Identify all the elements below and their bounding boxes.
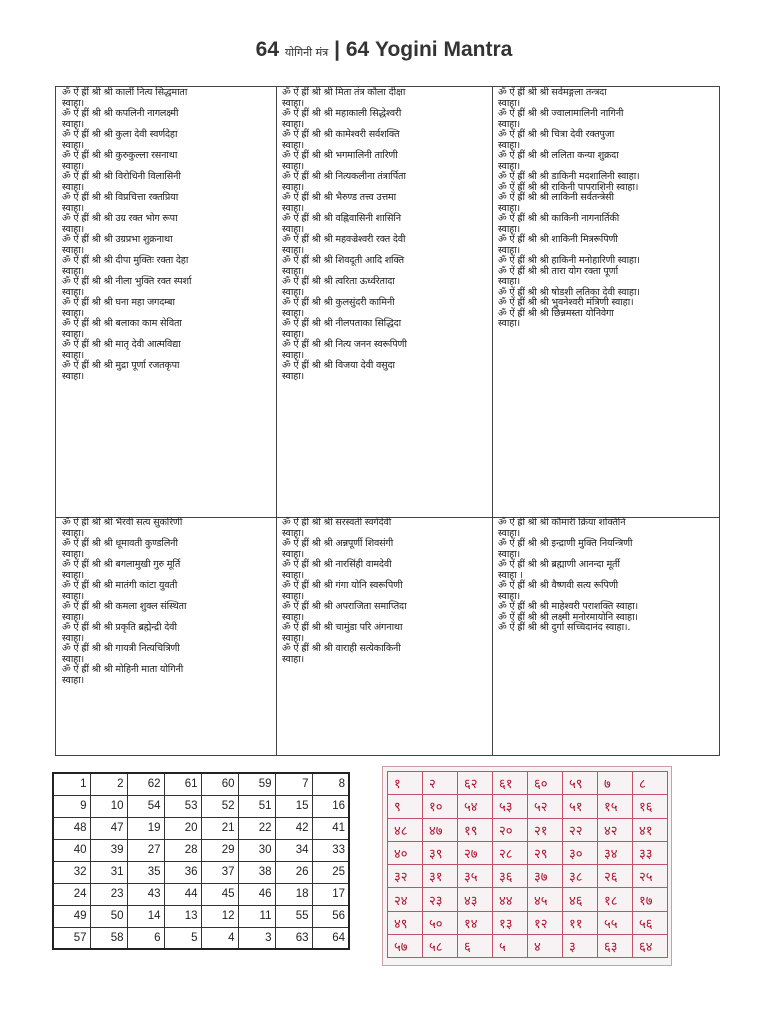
mantra-line: स्वाहा। bbox=[62, 349, 84, 361]
mantra-line: ॐ ऐं ह्रीं श्री श्री छिन्नमस्ता योनिवेगा bbox=[498, 307, 614, 319]
number-cell: 25 bbox=[312, 861, 349, 883]
mantra-cell-top-right bbox=[492, 87, 719, 517]
mantra-line: स्वाहा। bbox=[62, 527, 84, 539]
table-row bbox=[53, 905, 349, 927]
mantra-line: स्वाहा। bbox=[282, 653, 304, 665]
mantra-line: स्वाहा। bbox=[62, 674, 84, 686]
handwritten-number-cell: ३१ bbox=[423, 865, 458, 888]
number-cell: 57 bbox=[53, 927, 90, 949]
mantra-line: ॐ ऐं ह्रीं श्री श्री तारा योग रक्ता पूर्णा bbox=[498, 265, 618, 277]
mantra-line: स्वाहा। bbox=[498, 318, 520, 329]
mantra-line: स्वाहा। bbox=[62, 307, 84, 319]
mantra-line: ॐ ऐं ह्रीं श्री श्री ब्रह्माणी आनन्दा मूर्ती bbox=[498, 559, 620, 570]
mantra-line: ॐ ऐं ह्रीं श्री श्री त्वरिता ऊर्ध्वरेतादा bbox=[282, 276, 395, 287]
mantra-line: स्वाहा। bbox=[282, 202, 304, 214]
table-row bbox=[388, 841, 668, 864]
number-cell: 3 bbox=[238, 927, 275, 949]
mantra-line: स्वाहा। bbox=[282, 349, 304, 361]
handwritten-number-cell: ४८ bbox=[388, 818, 423, 841]
mantra-line: स्वाहा। bbox=[498, 202, 520, 214]
number-cell: 31 bbox=[90, 861, 127, 883]
title-number: 64 bbox=[255, 38, 280, 61]
handwritten-number-cell: ४५ bbox=[528, 888, 563, 911]
mantra-cell-bottom-left bbox=[56, 517, 276, 755]
mantra-line: स्वाहा। bbox=[282, 223, 304, 235]
mantra-line: स्वाहा। bbox=[498, 97, 520, 109]
mantra-line: स्वाहा । bbox=[498, 569, 523, 581]
handwritten-number-cell: ६४ bbox=[633, 935, 668, 958]
handwritten-number-cell: ४२ bbox=[598, 818, 633, 841]
handwritten-number-cell: ५७ bbox=[388, 935, 423, 958]
handwritten-number-cell: १९ bbox=[458, 818, 493, 841]
mantra-line: ॐ ऐं ह्रीं श्री श्री महवज्रेश्वरी रक्त देवी bbox=[282, 234, 406, 245]
handwritten-number-cell: १ bbox=[388, 772, 423, 795]
number-cell: 21 bbox=[201, 817, 238, 839]
mantra-line: ॐ ऐं ह्रीं श्री श्री विप्रचित्ता रक्तप्रिया bbox=[62, 192, 178, 203]
handwritten-number-cell: ५० bbox=[423, 911, 458, 934]
handwritten-number-cell: ३७ bbox=[528, 865, 563, 888]
number-cell: 46 bbox=[238, 883, 275, 905]
number-cell: 63 bbox=[275, 927, 312, 949]
mantra-line: स्वाहा। bbox=[282, 527, 304, 539]
number-cell: 24 bbox=[53, 883, 90, 905]
mantra-line: ॐ ऐं ह्रीं श्री श्री शिवदूती आदि शक्ति bbox=[282, 255, 404, 266]
number-cell: 49 bbox=[53, 905, 90, 927]
number-cell: 47 bbox=[90, 817, 127, 839]
mantra-line: ॐ ऐं ह्रीं श्री श्री नित्यकलीना तंत्रार्पिता bbox=[282, 171, 406, 182]
table-row bbox=[388, 772, 668, 795]
mantra-line: स्वाहा। bbox=[282, 569, 304, 581]
mantra-line: ॐ ऐं ह्रीं श्री श्री अपराजिता समाप्तिदा bbox=[282, 601, 407, 612]
mantra-line: स्वाहा। bbox=[282, 139, 304, 151]
mantra-line: स्वाहा। bbox=[62, 548, 84, 560]
mantra-line: स्वाहा। bbox=[498, 118, 520, 130]
mantra-line: ॐ ऐं ह्रीं श्री श्री वैष्णवी सत्य रूपिणी bbox=[498, 580, 618, 591]
number-cell: 22 bbox=[238, 817, 275, 839]
mantra-line: स्वाहा। bbox=[62, 202, 84, 214]
mantra-grid bbox=[55, 86, 720, 756]
title-english: 64 Yogini Mantra bbox=[345, 38, 513, 61]
mantra-line: ॐ ऐं ह्रीं श्री श्री मातृ देवी आत्मविद्या bbox=[62, 339, 181, 350]
handwritten-number-square bbox=[382, 766, 672, 966]
mantra-line: स्वाहा। bbox=[498, 139, 520, 151]
mantra-line: ॐ ऐं ह्रीं श्री श्री कुरुकुल्ला रसनाथा bbox=[62, 150, 178, 161]
mantra-line: स्वाहा। bbox=[282, 244, 304, 256]
number-cell: 53 bbox=[164, 795, 201, 817]
number-cell: 11 bbox=[238, 905, 275, 927]
mantra-line: स्वाहा। bbox=[62, 181, 84, 193]
number-cell: 7 bbox=[275, 773, 312, 795]
handwritten-number-cell: ४ bbox=[528, 935, 563, 958]
mantra-line: स्वाहा। bbox=[62, 286, 84, 298]
number-cell: 44 bbox=[164, 883, 201, 905]
number-cell: 17 bbox=[312, 883, 349, 905]
mantra-line: ॐ ऐं ह्रीं श्री श्री बलाका काम सेविता bbox=[62, 318, 182, 329]
handwritten-number-cell: ५८ bbox=[423, 935, 458, 958]
handwritten-number-cell: ४६ bbox=[563, 888, 598, 911]
mantra-line: ॐ ऐं ह्रीं श्री श्री शाकिनी मित्ररूपिणी bbox=[498, 234, 618, 245]
mantra-cell-top-middle bbox=[276, 87, 492, 517]
mantra-line: ॐ ऐं ह्रीं श्री श्री काकिनी नागनार्तिकी bbox=[498, 213, 620, 224]
handwritten-number-cell: ६२ bbox=[458, 772, 493, 795]
number-cell: 60 bbox=[201, 773, 238, 795]
number-cell: 27 bbox=[127, 839, 164, 861]
handwritten-number-cell: ७ bbox=[598, 772, 633, 795]
handwritten-number-cell: ५५ bbox=[598, 911, 633, 934]
mantra-line: स्वाहा। bbox=[62, 370, 84, 382]
handwritten-number-cell: ३६ bbox=[493, 865, 528, 888]
handwritten-number-cell: १३ bbox=[493, 911, 528, 934]
number-cell: 30 bbox=[238, 839, 275, 861]
handwritten-number-cell: ३४ bbox=[598, 841, 633, 864]
mantra-line: ॐ ऐं ह्रीं श्री श्री लक्ष्मी मनोरमायोनि स्वाहा। bbox=[498, 611, 638, 623]
number-cell: 64 bbox=[312, 927, 349, 949]
handwritten-number-cell: १६ bbox=[633, 795, 668, 818]
handwritten-number-cell: २३ bbox=[423, 888, 458, 911]
number-cell: 35 bbox=[127, 861, 164, 883]
handwritten-number-cell: २९ bbox=[528, 841, 563, 864]
table-row bbox=[53, 773, 349, 795]
mantra-line: स्वाहा। bbox=[282, 181, 304, 193]
mantra-line: ॐ ऐं ह्रीं श्री श्री नीला भुक्ति रक्त स्पर्शा bbox=[62, 276, 192, 287]
mantra-line: ॐ ऐं ह्रीं श्री श्री नारसिंही वामदेवी bbox=[282, 559, 392, 570]
number-cell: 62 bbox=[127, 773, 164, 795]
number-cell: 23 bbox=[90, 883, 127, 905]
number-cell: 61 bbox=[164, 773, 201, 795]
table-row bbox=[53, 883, 349, 905]
table-row bbox=[388, 865, 668, 888]
mantra-line: ॐ ऐं ह्रीं श्री श्री विरोधिनी विलासिनी bbox=[62, 171, 181, 182]
number-cell: 1 bbox=[53, 773, 90, 795]
mantra-line: ॐ ऐं ह्रीं श्री श्री लाकिनी सर्वतन्त्रेसी bbox=[498, 192, 614, 203]
handwritten-number-cell: १५ bbox=[598, 795, 633, 818]
mantra-line: ॐ ऐं ह्रीं श्री श्री महाकाली सिद्धेश्वरी bbox=[282, 108, 402, 119]
mantra-line: स्वाहा। bbox=[62, 244, 84, 256]
handwritten-number-cell: २४ bbox=[388, 888, 423, 911]
title-separator: | bbox=[334, 38, 340, 61]
mantra-line: ॐ ऐं ह्रीं श्री श्री चामुंडा परि अंगनाथा bbox=[282, 622, 403, 633]
mantra-line: स्वाहा। bbox=[62, 118, 84, 130]
handwritten-number-cell: ३९ bbox=[423, 841, 458, 864]
mantra-line: स्वाहा। bbox=[498, 160, 520, 172]
mantra-line: ॐ ऐं ह्रीं श्री श्री राकिनी पापराशिनी स्वाहा। bbox=[498, 181, 639, 193]
handwritten-number-cell: ६ bbox=[458, 935, 493, 958]
mantra-line: ॐ ऐं ह्रीं श्री श्री हाकिनी मनोहारिणी स्वाहा। bbox=[498, 255, 640, 266]
mantra-line: ॐ ऐं ह्रीं श्री श्री गायत्री नित्यचित्रिणी bbox=[62, 643, 180, 654]
mantra-line: ॐ ऐं ह्रीं श्री श्री सरस्वती स्वर्गदेवी bbox=[282, 517, 392, 528]
handwritten-number-cell: २१ bbox=[528, 818, 563, 841]
handwritten-number-cell: १८ bbox=[598, 888, 633, 911]
number-cell: 5 bbox=[164, 927, 201, 949]
table-row bbox=[388, 888, 668, 911]
mantra-line: ॐ ऐं ह्रीं श्री श्री दुर्गा सच्चिदानंद स्वाहा।. bbox=[498, 622, 631, 633]
mantra-line: ॐ ऐं ह्रीं श्री श्री मातंगी कांटा युवती bbox=[62, 580, 178, 591]
mantra-line: ॐ ऐं ह्रीं श्री श्री वह्निवासिनी शासिनि bbox=[282, 213, 401, 224]
number-cell: 26 bbox=[275, 861, 312, 883]
handwritten-number-cell: ३३ bbox=[633, 841, 668, 864]
mantra-cell-bottom-middle bbox=[276, 517, 492, 755]
mantra-line: ॐ ऐं ह्रीं श्री श्री षोडशी लतिका देवी स्वाहा। bbox=[498, 286, 640, 298]
number-cell: 48 bbox=[53, 817, 90, 839]
number-cell: 12 bbox=[201, 905, 238, 927]
table-row bbox=[388, 795, 668, 818]
mantra-line: स्वाहा। bbox=[62, 611, 84, 623]
mantra-line: स्वाहा। bbox=[282, 548, 304, 560]
handwritten-number-cell: २० bbox=[493, 818, 528, 841]
number-cell: 51 bbox=[238, 795, 275, 817]
number-cell: 8 bbox=[312, 773, 349, 795]
number-cell: 58 bbox=[90, 927, 127, 949]
number-cell: 52 bbox=[201, 795, 238, 817]
handwritten-number-cell: ५३ bbox=[493, 795, 528, 818]
mantra-line: स्वाहा। bbox=[62, 139, 84, 151]
handwritten-number-cell: ३० bbox=[563, 841, 598, 864]
number-cell: 39 bbox=[90, 839, 127, 861]
handwritten-number-cell: ५१ bbox=[563, 795, 598, 818]
handwritten-number-cell: १२ bbox=[528, 911, 563, 934]
mantra-cell-bottom-right bbox=[492, 517, 719, 755]
handwritten-number-cell: २ bbox=[423, 772, 458, 795]
mantra-line: ॐ ऐं ह्रीं श्री श्री भगमालिनी तारिणी bbox=[282, 150, 398, 161]
number-cell: 55 bbox=[275, 905, 312, 927]
mantra-line: ॐ ऐं ह्रीं श्री श्री कालीं नित्य सिद्धमाता bbox=[62, 87, 188, 98]
number-cell: 56 bbox=[312, 905, 349, 927]
mantra-line: ॐ ऐं ह्रीं श्री श्री दीपा मुक्तिः रक्ता देहा bbox=[62, 255, 189, 266]
mantra-line: ॐ ऐं ह्रीं श्री श्री विजया देवी वसुदा bbox=[282, 360, 395, 371]
mantra-line: स्वाहा। bbox=[498, 527, 520, 539]
title-hindi: योगिनी मंत्र bbox=[284, 46, 329, 59]
handwritten-number-cell: २२ bbox=[563, 818, 598, 841]
number-cell: 2 bbox=[90, 773, 127, 795]
mantra-line: ॐ ऐं ह्रीं श्री श्री कौमारी क्रिया शक्तिनि bbox=[498, 517, 626, 528]
mantra-line: ॐ ऐं ह्रीं श्री श्री कुलसुंदरी कामिनी bbox=[282, 297, 395, 308]
mantra-line: ॐ ऐं ह्रीं श्री श्री इन्द्राणी मुक्ति नियन्त्रिणी bbox=[498, 538, 633, 549]
handwritten-number-cell: १० bbox=[423, 795, 458, 818]
number-cell: 59 bbox=[238, 773, 275, 795]
mantra-line: ॐ ऐं ह्रीं श्री श्री मोहिनी माता योगिनी bbox=[62, 664, 184, 675]
handwritten-number-cell: ४९ bbox=[388, 911, 423, 934]
mantra-line: ॐ ऐं ह्रीं श्री श्री भैरुण्ड तत्त्व उत्तमा bbox=[282, 192, 396, 203]
number-square-table bbox=[52, 772, 350, 950]
mantra-line: स्वाहा। bbox=[282, 328, 304, 340]
number-cell: 40 bbox=[53, 839, 90, 861]
mantra-line: स्वाहा। bbox=[282, 611, 304, 623]
number-cell: 6 bbox=[127, 927, 164, 949]
mantra-line: स्वाहा। bbox=[498, 548, 520, 560]
mantra-line: ॐ ऐं ह्रीं श्री श्री बगलामुखी गुरु मूर्ति bbox=[62, 559, 181, 570]
mantra-line: ॐ ऐं ह्रीं श्री श्री उग्र रक्त भोग रूपा bbox=[62, 213, 178, 224]
mantra-line: स्वाहा। bbox=[498, 590, 520, 602]
handwritten-number-cell: २५ bbox=[633, 865, 668, 888]
table-row bbox=[388, 818, 668, 841]
number-cell: 28 bbox=[164, 839, 201, 861]
handwritten-number-cell: ५६ bbox=[633, 911, 668, 934]
handwritten-number-cell: ५२ bbox=[528, 795, 563, 818]
handwritten-number-cell: ५९ bbox=[563, 772, 598, 795]
handwritten-number-cell: १७ bbox=[633, 888, 668, 911]
number-cell: 32 bbox=[53, 861, 90, 883]
number-cell: 33 bbox=[312, 839, 349, 861]
handwritten-number-cell: ११ bbox=[563, 911, 598, 934]
handwritten-number-cell: ४७ bbox=[423, 818, 458, 841]
table-row bbox=[388, 911, 668, 934]
number-cell: 16 bbox=[312, 795, 349, 817]
number-cell: 19 bbox=[127, 817, 164, 839]
mantra-line: स्वाहा। bbox=[282, 370, 304, 382]
number-cell: 42 bbox=[275, 817, 312, 839]
mantra-line: ॐ ऐं ह्रीं श्री श्री प्रकृति ब्रह्मेन्द्री देवी bbox=[62, 622, 177, 633]
table-row bbox=[388, 935, 668, 958]
table-row bbox=[53, 927, 349, 949]
mantra-line: ॐ ऐं ह्रीं श्री श्री कुला देवी स्वर्णदेहा bbox=[62, 129, 178, 140]
handwritten-number-cell: ८ bbox=[633, 772, 668, 795]
handwritten-number-cell: ५४ bbox=[458, 795, 493, 818]
table-row bbox=[53, 795, 349, 817]
mantra-line: स्वाहा। bbox=[282, 307, 304, 319]
number-cell: 37 bbox=[201, 861, 238, 883]
mantra-line: ॐ ऐं ह्रीं श्री श्री नीलपताका सिद्धिदा bbox=[282, 318, 401, 329]
mantra-line: ॐ ऐं ह्रीं श्री श्री वाराही सत्येकाकिनी bbox=[282, 643, 401, 654]
mantra-line: स्वाहा। bbox=[62, 97, 84, 109]
handwritten-number-cell: ६० bbox=[528, 772, 563, 795]
mantra-line: ॐ ऐं ह्रीं श्री श्री गंगा योनि स्वरूपिणी bbox=[282, 580, 403, 591]
mantra-line: ॐ ऐं ह्रीं श्री श्री कपलिनी नागलक्ष्मी bbox=[62, 108, 179, 119]
number-cell: 54 bbox=[127, 795, 164, 817]
mantra-line: ॐ ऐं ह्रीं श्री श्री सर्वमङ्गला तन्त्रदा bbox=[498, 87, 607, 98]
number-cell: 41 bbox=[312, 817, 349, 839]
page-title bbox=[0, 38, 768, 62]
mantra-line: ॐ ऐं ह्रीं श्री श्री नित्य जनन स्वरूपिणी bbox=[282, 339, 407, 350]
handwritten-number-cell: ३२ bbox=[388, 865, 423, 888]
number-cell: 29 bbox=[201, 839, 238, 861]
mantra-line: स्वाहा। bbox=[62, 653, 84, 665]
mantra-line: ॐ ऐं ह्रीं श्री श्री डाकिनी मदशालिनी स्वाहा। bbox=[498, 171, 640, 182]
number-cell: 50 bbox=[90, 905, 127, 927]
handwritten-number-cell: ३ bbox=[563, 935, 598, 958]
mantra-line: ॐ ऐं ह्रीं श्री श्री मिता तंत्र कौला दीक्षा bbox=[282, 87, 406, 98]
handwritten-number-cell: १४ bbox=[458, 911, 493, 934]
number-cell: 4 bbox=[201, 927, 238, 949]
handwritten-number-cell: ३५ bbox=[458, 865, 493, 888]
mantra-line: ॐ ऐं ह्रीं श्री श्री कामेश्वरी सर्वशक्ति bbox=[282, 129, 400, 140]
handwritten-number-cell: ४० bbox=[388, 841, 423, 864]
handwritten-number-cell: ४४ bbox=[493, 888, 528, 911]
number-cell: 15 bbox=[275, 795, 312, 817]
handwritten-number-cell: २७ bbox=[458, 841, 493, 864]
number-cell: 9 bbox=[53, 795, 90, 817]
handwritten-number-cell: २६ bbox=[598, 865, 633, 888]
mantra-cell-top-left bbox=[56, 87, 276, 517]
mantra-line: स्वाहा। bbox=[282, 286, 304, 298]
number-cell: 34 bbox=[275, 839, 312, 861]
number-cell: 13 bbox=[164, 905, 201, 927]
mantra-line: स्वाहा। bbox=[282, 118, 304, 130]
mantra-line: ॐ ऐं ह्रीं श्री श्री अन्नपूर्णी शिवसंगी bbox=[282, 538, 394, 549]
mantra-line: स्वाहा। bbox=[282, 160, 304, 172]
mantra-line: स्वाहा। bbox=[62, 328, 84, 340]
number-cell: 18 bbox=[275, 883, 312, 905]
handwritten-number-cell: ४३ bbox=[458, 888, 493, 911]
handwritten-table bbox=[387, 771, 668, 958]
number-cell: 14 bbox=[127, 905, 164, 927]
mantra-line: स्वाहा। bbox=[62, 265, 84, 277]
number-cell: 38 bbox=[238, 861, 275, 883]
mantra-line: ॐ ऐं ह्रीं श्री श्री धूमावती कुण्डलिनी bbox=[62, 538, 178, 549]
table-row bbox=[53, 839, 349, 861]
handwritten-number-cell: ३८ bbox=[563, 865, 598, 888]
mantra-line: स्वाहा। bbox=[62, 160, 84, 172]
handwritten-number-cell: ६३ bbox=[598, 935, 633, 958]
mantra-line: स्वाहा। bbox=[62, 590, 84, 602]
number-cell: 20 bbox=[164, 817, 201, 839]
number-cell: 10 bbox=[90, 795, 127, 817]
handwritten-number-cell: ४१ bbox=[633, 818, 668, 841]
mantra-line: स्वाहा। bbox=[282, 590, 304, 602]
handwritten-number-cell: ९ bbox=[388, 795, 423, 818]
handwritten-number-cell: ५ bbox=[493, 935, 528, 958]
mantra-line: ॐ ऐं ह्रीं श्री श्री कमला शुक्ल संस्थिता bbox=[62, 601, 187, 612]
number-cell: 36 bbox=[164, 861, 201, 883]
mantra-line: ॐ ऐं ह्रीं श्री श्री भुवनेश्वरी मंत्रिणी स्वाहा। bbox=[498, 297, 634, 308]
table-row bbox=[53, 817, 349, 839]
mantra-line: ॐ ऐं ह्रीं श्री श्री मुद्रा पूर्णा रजतकृपा bbox=[62, 360, 180, 371]
mantra-line: स्वाहा। bbox=[498, 223, 520, 235]
mantra-line: ॐ ऐं ह्रीं श्री श्री घना महा जगदम्बा bbox=[62, 297, 175, 308]
handwritten-number-cell: ६१ bbox=[493, 772, 528, 795]
mantra-line: ॐ ऐं ह्रीं श्री श्री भैरवी सत्य सुकरिणी bbox=[62, 517, 183, 528]
mantra-line: स्वाहा। bbox=[282, 97, 304, 109]
mantra-line: ॐ ऐं ह्रीं श्री श्री उग्रप्रभा शुक्रनाथा bbox=[62, 234, 173, 245]
mantra-line: स्वाहा। bbox=[498, 276, 520, 287]
mantra-line: स्वाहा। bbox=[62, 632, 84, 644]
mantra-line: ॐ ऐं ह्रीं श्री श्री माहेश्वरी पराशक्ति स्वाहा। bbox=[498, 601, 638, 612]
number-cell: 45 bbox=[201, 883, 238, 905]
mantra-line: स्वाहा। bbox=[282, 265, 304, 277]
mantra-line: ॐ ऐं ह्रीं श्री श्री ललिता कन्या शुक्रदा bbox=[498, 150, 619, 161]
number-cell: 43 bbox=[127, 883, 164, 905]
mantra-line: ॐ ऐं ह्रीं श्री श्री चित्रा देवी रक्तपुजा bbox=[498, 129, 615, 140]
mantra-line: स्वाहा। bbox=[282, 632, 304, 644]
mantra-line: ॐ ऐं ह्रीं श्री श्री ज्वालामालिनी नागिनी bbox=[498, 108, 624, 119]
mantra-line: स्वाहा। bbox=[62, 569, 84, 581]
handwritten-number-cell: २८ bbox=[493, 841, 528, 864]
table-row bbox=[53, 861, 349, 883]
mantra-line: स्वाहा। bbox=[498, 244, 520, 256]
mantra-line: स्वाहा। bbox=[62, 223, 84, 235]
